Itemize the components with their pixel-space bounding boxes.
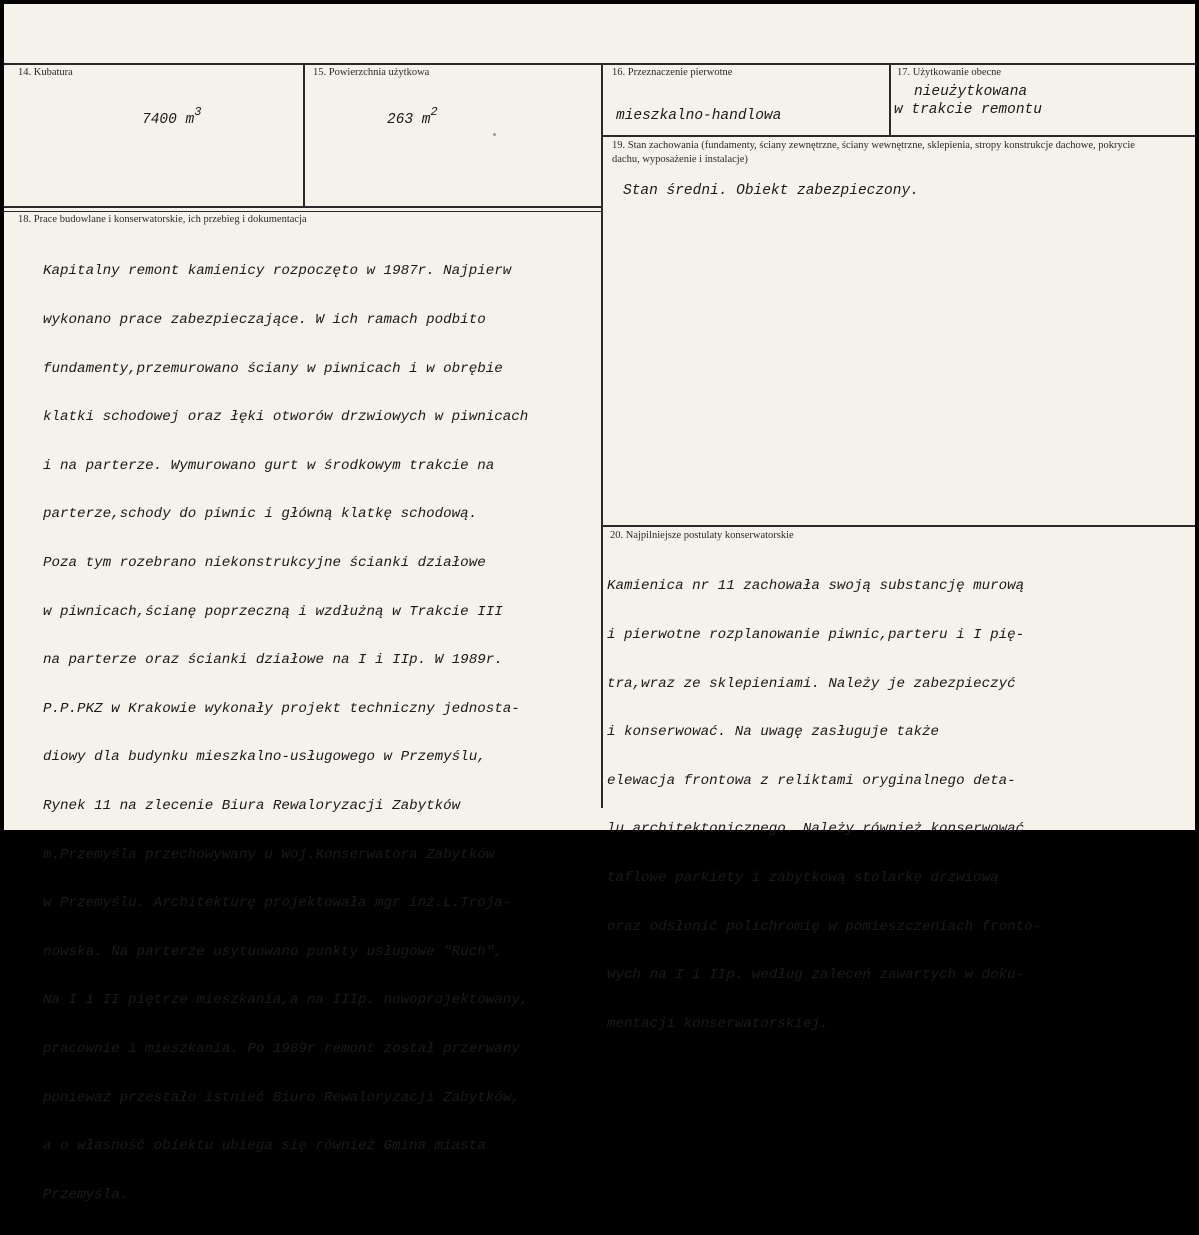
postulaty-line: lu architektonicznego. Należy również konserwować — [607, 821, 1025, 838]
postulaty-line: Kamienica nr 11 zachowała swoją substancję murową — [607, 578, 1025, 595]
stan-zachowania-value: Stan średni. Obiekt zabezpieczony. — [623, 183, 919, 199]
prace-line: Przemyśla. — [43, 1186, 129, 1203]
stan-zachowania-label: 19. Stan zachowania (fundamenty, ściany zewnętrzne, ściany wewnętrzne, sklepienia, stropy konstrukcje dachowe, pokrycie dachu, wyposażenie i instalacje) — [612, 140, 1135, 165]
prace-line: P.P.PKZ w Krakowie wykonały projekt techniczny jednosta- — [43, 700, 520, 717]
postulaty-line: taflowe parkiety i zabytkową stolarkę drzwiową — [607, 869, 999, 886]
prace-line: Poza tym rozebrano niekonstrukcyjne ścianki działowe — [43, 554, 486, 571]
postulaty-line: wych na I i IIp. według zaleceń zawartych w doku- — [607, 967, 1025, 984]
postulaty-text — [607, 546, 1041, 1064]
postulaty-line: tra,wraz ze sklepieniami. Należy je zabezpieczyć — [607, 675, 1016, 692]
prace-line: nowska. Na parterze usytuowano punkty usługowe "Ruch", — [43, 943, 503, 960]
paper-speck — [493, 133, 496, 136]
prace-line: w Przemyślu. Architekturę projektowała mgr inż.L.Troja- — [43, 895, 512, 912]
uzytkowanie-label: 17. Użytkowanie obecne — [897, 67, 1002, 78]
postulaty-line: mentacji konserwatorskiej. — [607, 1015, 829, 1032]
prace-line: fundamenty,przemurowano ściany w piwnicach i w obrębie — [43, 360, 503, 377]
section-20-rule — [602, 525, 1195, 527]
prace-line: ponieważ przestało istnieć Biuro Rewaloryzacji Zabytków, — [43, 1089, 520, 1106]
prace-text — [43, 231, 528, 1235]
prace-line: na parterze oraz ścianki działowe na I i IIp. W 1989r. — [43, 652, 503, 669]
powierzchnia-number: 263 m — [387, 111, 431, 128]
prace-line: w piwnicach,ścianę poprzeczną i wzdłużną w Trakcie III — [43, 603, 503, 620]
divider-14-15 — [303, 63, 305, 207]
przeznaczenie-label: 16. Przeznaczenie pierwotne — [612, 67, 733, 78]
upper-row-rule-right — [602, 135, 1195, 137]
section-18-rule — [4, 211, 602, 212]
prace-line: parterze,schody do piwnic i główną klatkę schodową. — [43, 506, 478, 523]
przeznaczenie-value: mieszkalno-handlowa — [616, 108, 782, 124]
prace-line: klatki schodowej oraz łęki otworów drzwiowych w piwnicach — [43, 409, 529, 426]
prace-line: diowy dla budynku mieszkalno-usługowego w Przemyślu, — [43, 749, 486, 766]
kubatura-exponent: 3 — [194, 105, 202, 119]
archive-card — [4, 4, 1195, 1203]
kubatura-number: 7400 m — [142, 111, 195, 128]
kubatura-value — [142, 107, 201, 128]
postulaty-label: 20. Najpilniejsze postulaty konserwatorskie — [610, 530, 794, 541]
prace-line: i na parterze. Wymurowano gurt w środkowym trakcie na — [43, 457, 495, 474]
prace-line: Rynek 11 na zlecenie Biura Rewaloryzacji Zabytków — [43, 797, 461, 814]
divider-16-17 — [889, 63, 891, 136]
prace-line: m.Przemyśla przechowywany u Woj.Konserwatora Zabytków — [43, 846, 495, 863]
top-rule — [4, 63, 1195, 65]
postulaty-line: i konserwować. Na uwagę zasługuje także — [607, 724, 940, 741]
uzytkowanie-line2: w trakcie remontu — [894, 102, 1042, 118]
postulaty-line: oraz odsłonić polichromię w pomieszczeniach fronto- — [607, 918, 1042, 935]
powierzchnia-value — [387, 107, 438, 128]
prace-line: a o własność obiektu ubiega się również Gmina miasta — [43, 1138, 486, 1155]
prace-line: Na I i II piętrze mieszkania,a na IIIp. nowoprojektowany, — [43, 992, 529, 1009]
powierzchnia-label: 15. Powierzchnia użytkowa — [313, 67, 430, 78]
prace-line: wykonano prace zabezpieczające. W ich ramach podbito — [43, 312, 486, 328]
powierzchnia-exponent: 2 — [430, 105, 438, 119]
uzytkowanie-line1: nieużytkowana — [914, 84, 1028, 100]
prace-line: Kapitalny remont kamienicy rozpoczęto w 1987r. Najpierw — [43, 263, 512, 280]
postulaty-line: elewacja frontowa z reliktami oryginalnego deta- — [607, 772, 1016, 789]
kubatura-label: 14. Kubatura — [18, 67, 73, 78]
prace-line: pracownie i mieszkania. Po 1989r remont został przerwany — [43, 1040, 520, 1057]
prace-label: 18. Prace budowlane i konserwatorskie, ich przebieg i dokumentacja — [18, 214, 307, 225]
main-divider — [601, 63, 603, 808]
postulaty-line: i pierwotne rozplanowanie piwnic,parteru i I pię- — [607, 627, 1025, 643]
